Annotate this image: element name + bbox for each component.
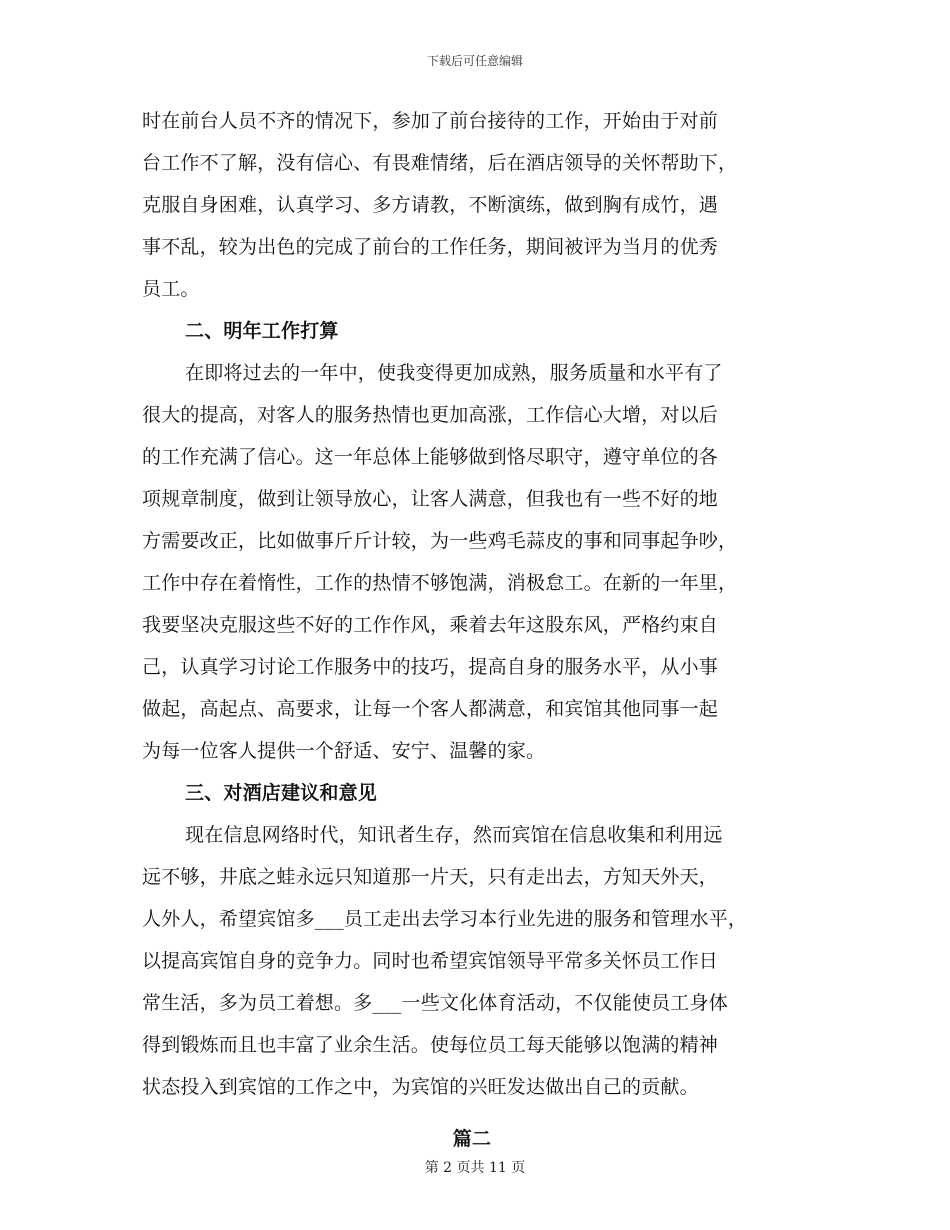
text-line: 在即将过去的一年中，使我变得更加成熟，服务质量和水平有了 bbox=[185, 362, 723, 384]
text-line: 项规章制度，做到让领导放心，让客人满意，但我也有一些不好的地 bbox=[142, 488, 719, 510]
text-line: 以提高宾馆自身的竞争力。同时也希望宾馆领导平常多关怀员工作日 bbox=[142, 950, 719, 972]
section-heading-plan: 二、明年工作打算 bbox=[185, 320, 339, 342]
document-body bbox=[142, 100, 802, 1160]
text-line: 远不够，井底之蛙永远只知道那一片天，只有走出去，方知天外天， bbox=[142, 866, 719, 888]
text-line: 己，认真学习讨论工作服务中的技巧，提高自身的服务水平，从小事 bbox=[142, 656, 719, 678]
text-line: 事不乱，较为出色的完成了前台的工作任务，期间被评为当月的优秀 bbox=[142, 236, 719, 258]
text-line: 员工。 bbox=[142, 278, 200, 300]
text-line: 台工作不了解，没有信心、有畏难情绪，后在酒店领导的关怀帮助下， bbox=[142, 152, 738, 174]
paragraph-2 bbox=[142, 352, 802, 772]
part-title: 篇二 bbox=[452, 1128, 492, 1150]
text-line: 时在前台人员不齐的情况下，参加了前台接待的工作，开始由于对前 bbox=[142, 110, 719, 132]
text-line: 状态投入到宾馆的工作之中，为宾馆的兴旺发达做出自己的贡献。 bbox=[142, 1076, 699, 1098]
text-line: 得到锻炼而且也丰富了业余生活。使每位员工每天能够以饱满的精神 bbox=[142, 1034, 719, 1056]
text-line: 工作中存在着惰性，工作的热情不够饱满，消极怠工。在新的一年里， bbox=[142, 572, 738, 594]
text-line: 的工作充满了信心。这一年总体上能够做到恪尽职守，遵守单位的各 bbox=[142, 446, 719, 468]
page-header: 下载后可任意编辑 bbox=[426, 54, 523, 68]
text-line: 很大的提高，对客人的服务热情也更加高涨，工作信心大增，对以后 bbox=[142, 404, 719, 426]
paragraph-1 bbox=[142, 100, 802, 310]
text-line: 克服自身困难，认真学习、多方请教，不断演练，做到胸有成竹，遇 bbox=[142, 194, 719, 216]
text-line: 现在信息网络时代，知讯者生存，然而宾馆在信息收集和利用远 bbox=[185, 824, 723, 846]
text-line: 为每一位客人提供一个舒适、安宁、温馨的家。 bbox=[142, 740, 546, 762]
text-line: 做起，高起点、高要求，让每一个客人都满意，和宾馆其他同事一起 bbox=[142, 698, 719, 720]
page-number: 第 2 页共 11 页 bbox=[424, 1160, 526, 1176]
section-heading-suggestions: 三、对酒店建议和意见 bbox=[185, 782, 378, 804]
paragraph-3 bbox=[142, 814, 802, 1108]
text-line: 人外人，希望宾馆多___员工走出去学习本行业先进的服务和管理水平， bbox=[142, 908, 748, 930]
text-line: 方需要改正，比如做事斤斤计较，为一些鸡毛蒜皮的事和同事起争吵， bbox=[142, 530, 738, 552]
text-line: 我要坚决克服这些不好的工作作风，乘着去年这股东风，严格约束自 bbox=[142, 614, 719, 636]
text-line: 常生活，多为员工着想。多___一些文化体育活动，不仅能使员工身体 bbox=[142, 992, 728, 1014]
